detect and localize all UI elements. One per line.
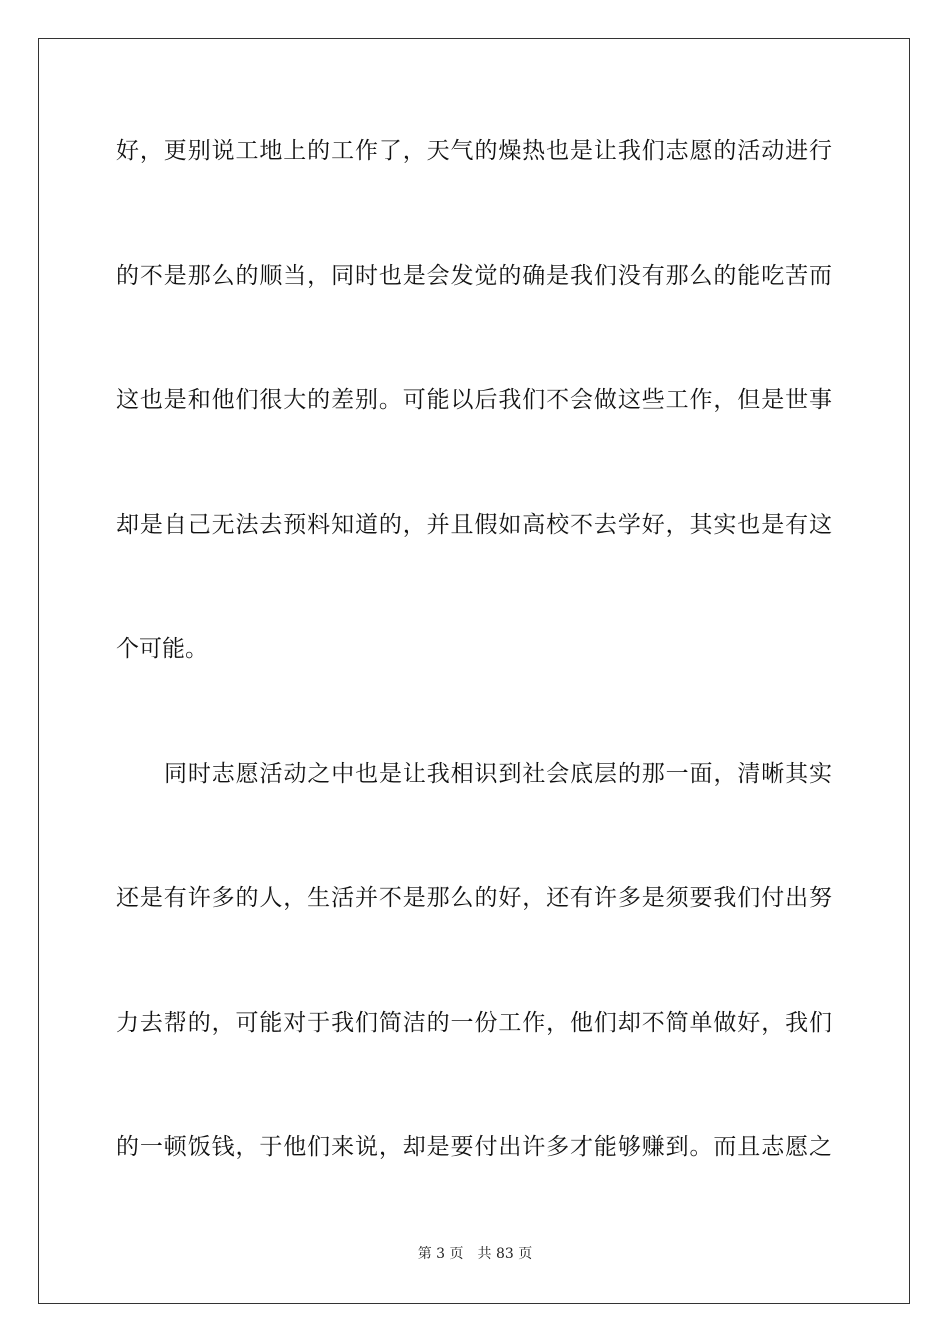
text-line: 的不是那么的顺当，同时也是会发觉的确是我们没有那么的能吃苦而 (116, 263, 832, 289)
text-line: 还是有许多的人，生活并不是那么的好，还有许多是须要我们付出努 (116, 885, 832, 911)
text-line: 这也是和他们很大的差别。可能以后我们不会做这些工作，但是世事 (116, 387, 832, 413)
text-line: 个可能。 (116, 636, 208, 662)
page-number-footer: 第 3 页 共 83 页 (417, 1246, 533, 1262)
page-border (38, 38, 910, 1304)
text-line: 的一顿饭钱，于他们来说，却是要付出许多才能够赚到。而且志愿之 (116, 1134, 832, 1160)
text-line: 力去帮的，可能对于我们简洁的一份工作，他们却不简单做好，我们 (116, 1010, 832, 1036)
text-line: 好，更别说工地上的工作了，天气的燥热也是让我们志愿的活动进行 (116, 138, 832, 164)
text-line: 却是自己无法去预料知道的，并且假如高校不去学好，其实也是有这 (116, 512, 832, 538)
text-line: 同时志愿活动之中也是让我相识到社会底层的那一面，清晰其实 (164, 761, 832, 787)
